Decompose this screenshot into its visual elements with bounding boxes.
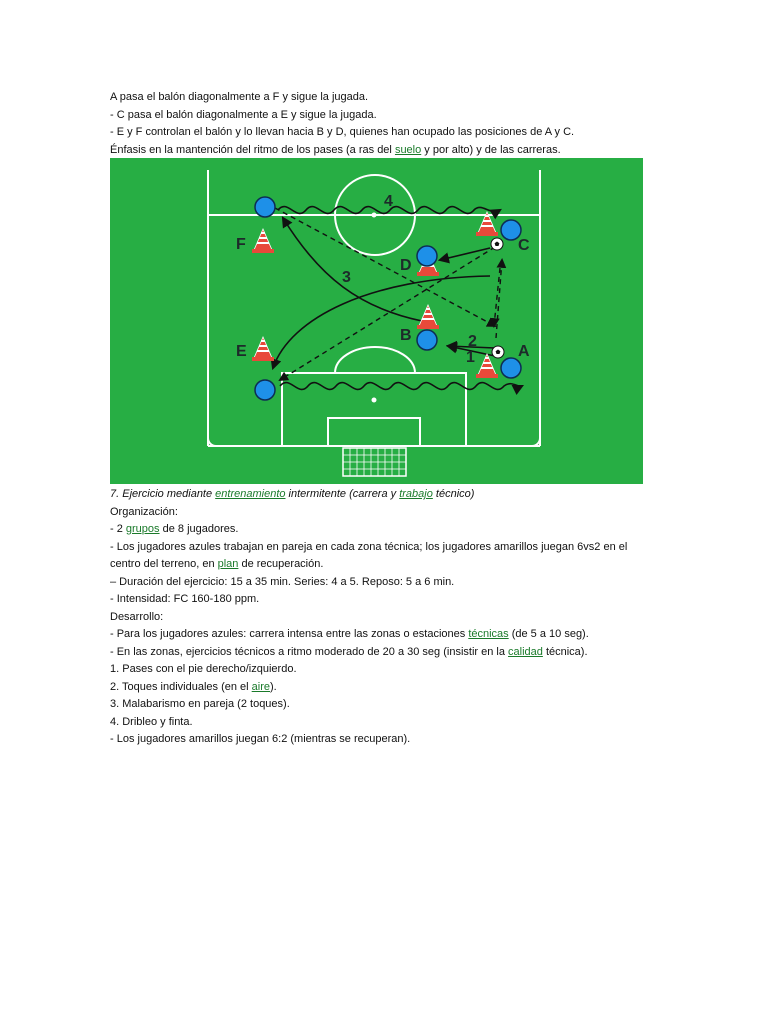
ball-icon xyxy=(491,238,503,250)
body-text xyxy=(110,486,650,749)
intro-line-1: A pasa el balón diagonalmente a F y sigue la jugada. xyxy=(110,91,369,103)
item2-pre: 2. Toques individuales (en el xyxy=(110,680,252,693)
intro-line-4-post: y por alto) y de las carreras. xyxy=(421,143,561,156)
label-a: A xyxy=(518,343,530,360)
grupos-pre: - 2 xyxy=(110,523,126,535)
caption-mid: intermitente (carrera y xyxy=(285,488,400,500)
label-f: F xyxy=(236,236,246,253)
list-item-2 xyxy=(110,679,650,697)
zonas-line xyxy=(110,644,650,662)
link-trabajo[interactable]: trabajo xyxy=(399,488,433,500)
field-svg xyxy=(110,158,643,484)
intro-text xyxy=(110,89,650,159)
amarillos-line: - Los jugadores amarillos juegan 6:2 (mientras se recuperan). xyxy=(110,733,411,745)
grupos-post: de 8 jugadores. xyxy=(159,523,239,535)
player-icon xyxy=(501,358,521,378)
penalty-spot xyxy=(372,398,377,403)
label-b: B xyxy=(400,327,412,344)
player-icon xyxy=(417,246,437,266)
link-plan[interactable]: plan xyxy=(217,558,239,570)
grupos-line xyxy=(110,521,650,539)
intro-line-3: - E y F controlan el balón y lo llevan hacia B y D, quienes han ocupado las posiciones de A y C. xyxy=(110,126,575,138)
intro-line-4 xyxy=(110,142,650,160)
azules-pre: - Los jugadores azules trabajan en pareja en cada zona técnica; los jugadores amarillos juegan 6vs2 en el centro del terreno, en xyxy=(110,540,628,570)
azules-post: de recuperación. xyxy=(238,558,324,570)
label-1: 1 xyxy=(466,349,475,366)
cone-icon xyxy=(252,229,274,253)
list-item-3: 3. Malabarismo en pareja (2 toques). xyxy=(110,698,290,710)
para-post: (de 5 a 10 seg). xyxy=(508,628,589,640)
zonas-post: técnica). xyxy=(542,645,588,658)
link-aire[interactable]: aire xyxy=(251,680,271,693)
caption-pre: 7. Ejercicio mediante xyxy=(110,488,216,500)
azules-line xyxy=(110,539,650,574)
cone-icon xyxy=(417,305,439,329)
intro-line-4-pre: Énfasis en la mantención del ritmo de los pases (a ras del xyxy=(110,143,395,156)
list-item-4: 4. Dribleo y finta. xyxy=(110,715,193,728)
zonas-pre: - En las zonas, ejercicios técnicos a ritmo moderado de 20 a 30 seg (insistir en la xyxy=(110,645,509,658)
intensidad-line: - Intensidad: FC 160-180 ppm. xyxy=(110,593,260,605)
player-icon xyxy=(417,330,437,350)
para-line xyxy=(110,626,650,644)
heading-organizacion: Organización: xyxy=(110,505,178,518)
figure-caption xyxy=(110,486,650,504)
link-suelo[interactable]: suelo xyxy=(394,143,422,156)
label-2: 2 xyxy=(468,333,477,350)
curve-arrows xyxy=(273,218,495,368)
label-c: C xyxy=(518,237,530,254)
link-tecnicas[interactable]: técnicas xyxy=(468,628,509,640)
list-item-1: 1. Pases con el pie derecho/izquierdo. xyxy=(110,663,297,675)
label-3: 3 xyxy=(342,269,351,286)
ball-icon xyxy=(492,346,504,358)
label-e: E xyxy=(236,343,247,360)
para-pre: - Para los jugadores azules: carrera intensa entre las zonas o estaciones xyxy=(110,628,469,640)
cone-icon xyxy=(252,337,274,361)
duracion-line: – Duración del ejercicio: 15 a 35 min. Series: 4 a 5. Reposo: 5 a 6 min. xyxy=(110,575,455,588)
caption-post: técnico) xyxy=(432,488,475,500)
heading-desarrollo: Desarrollo: xyxy=(110,610,164,623)
intro-line-2: - C pasa el balón diagonalmente a E y sigue la jugada. xyxy=(110,108,377,121)
link-entrenamiento[interactable]: entrenamiento xyxy=(215,488,286,500)
link-calidad[interactable]: calidad xyxy=(508,645,543,658)
player-icon xyxy=(255,380,275,400)
label-d: D xyxy=(400,257,412,274)
item2-post: ). xyxy=(270,680,277,693)
player-icon xyxy=(255,197,275,217)
drill-diagram xyxy=(110,158,643,484)
center-spot xyxy=(372,213,377,218)
link-grupos[interactable]: grupos xyxy=(125,523,160,535)
label-4: 4 xyxy=(384,193,393,210)
